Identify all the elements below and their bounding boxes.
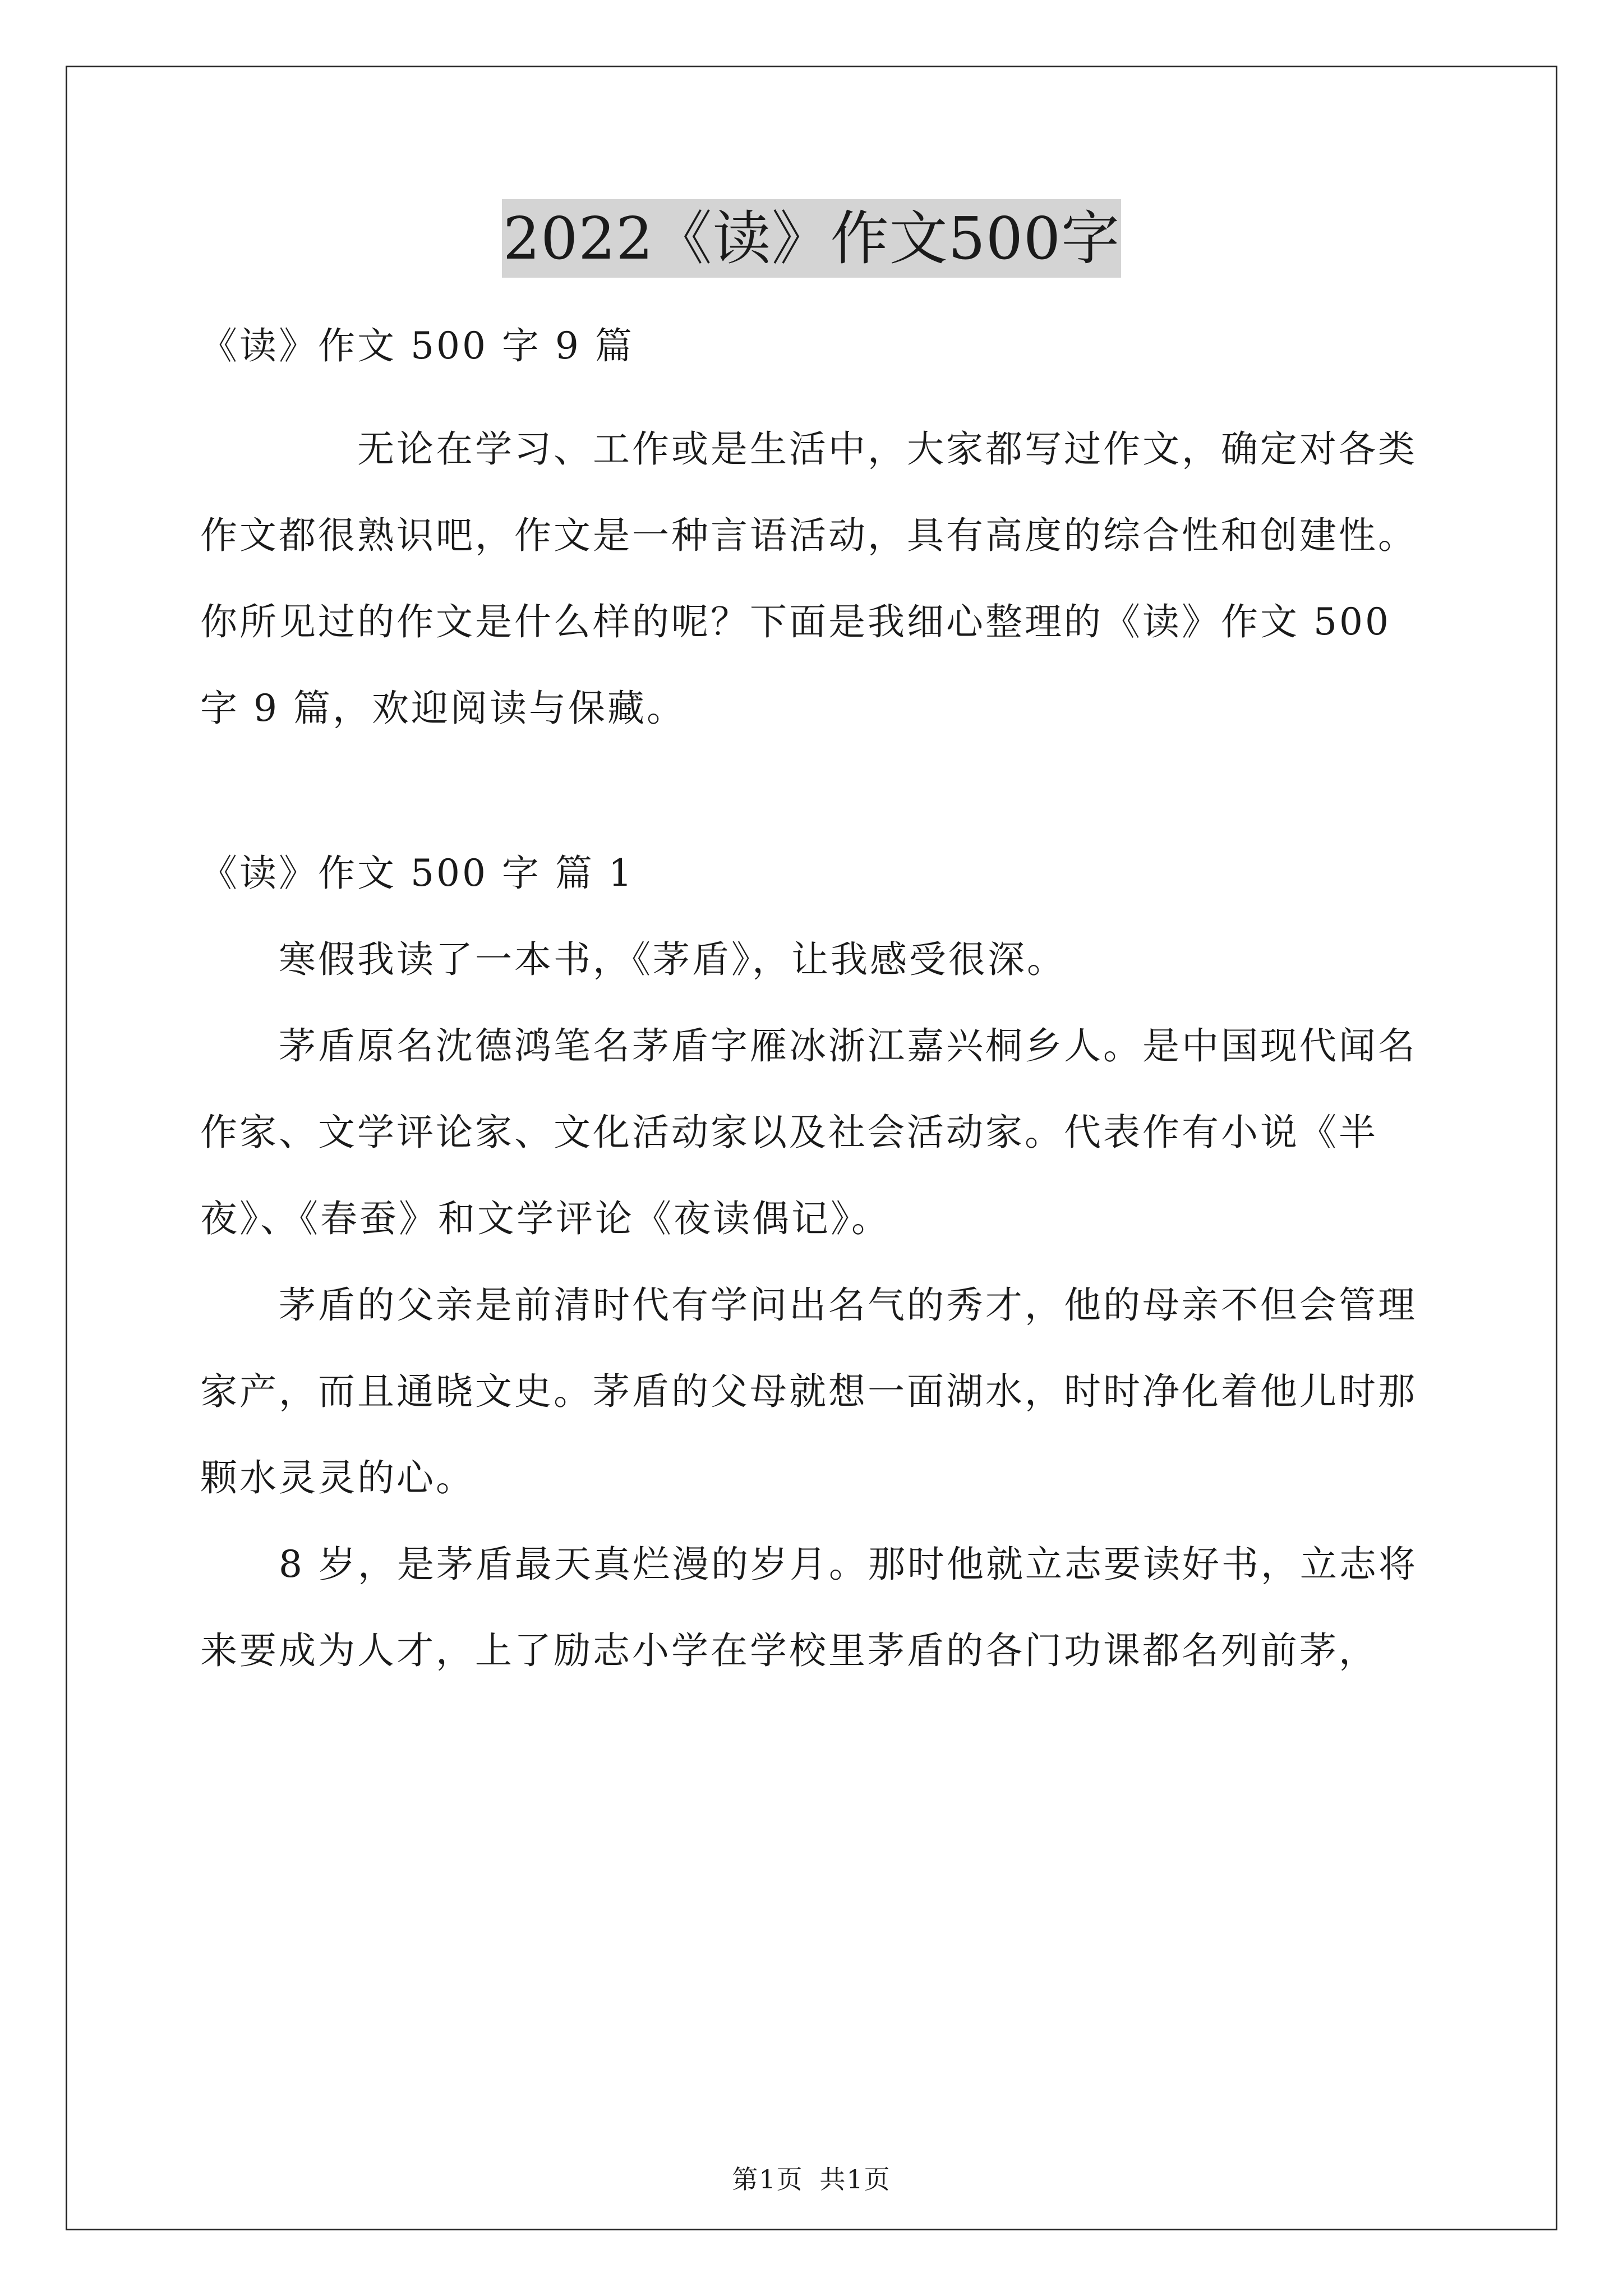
body-paragraph: 茅盾的父亲是前清时代有学问出名气的秀才，他的母亲不但会管理家产，而且通晓文史。茅盾的父母就想一面湖水，时时净化着他儿时那颗水灵灵的心。 bbox=[200, 1283, 1417, 1499]
document-subtitle: 《读》作文 500 字 9 篇 bbox=[200, 324, 634, 367]
body-paragraph: 8 岁，是茅盾最天真烂漫的岁月。那时他就立志要读好书，立志将来要成为人才，上了励志小学在学校里茅盾的各门功课都名列前茅， bbox=[200, 1543, 1418, 1672]
page-footer bbox=[0, 2162, 1623, 2196]
page-total: 共1页 bbox=[819, 2164, 891, 2194]
intro-paragraph: 无论在学习、工作或是生活中，大家都写过作文，确定对各类作文都很熟识吧，作文是一种言语活动，具有高度的综合性和创建性。你所见过的作文是什么样的呢？下面是我细心整理的《读》作文 500 字 9 篇，欢迎阅读与保藏。 bbox=[200, 427, 1417, 730]
section-heading: 《读》作文 500 字 篇 1 bbox=[200, 852, 634, 895]
document-title: 2022《读》作文500字 bbox=[502, 199, 1121, 278]
section-spacer bbox=[200, 752, 1440, 830]
title-container bbox=[0, 199, 1623, 278]
page-number: 第1页 bbox=[732, 2164, 804, 2194]
document-body bbox=[200, 303, 1440, 1694]
body-paragraph: 寒假我读了一本书，《茅盾》，让我感受很深。 bbox=[279, 938, 1066, 981]
body-paragraph: 茅盾原名沈德鸿笔名茅盾字雁冰浙江嘉兴桐乡人。是中国现代闻名作家、文学评论家、文化活动家以及社会活动家。代表作有小说《半夜》、《春蚕》和文学评论《夜读偶记》。 bbox=[200, 1024, 1417, 1240]
